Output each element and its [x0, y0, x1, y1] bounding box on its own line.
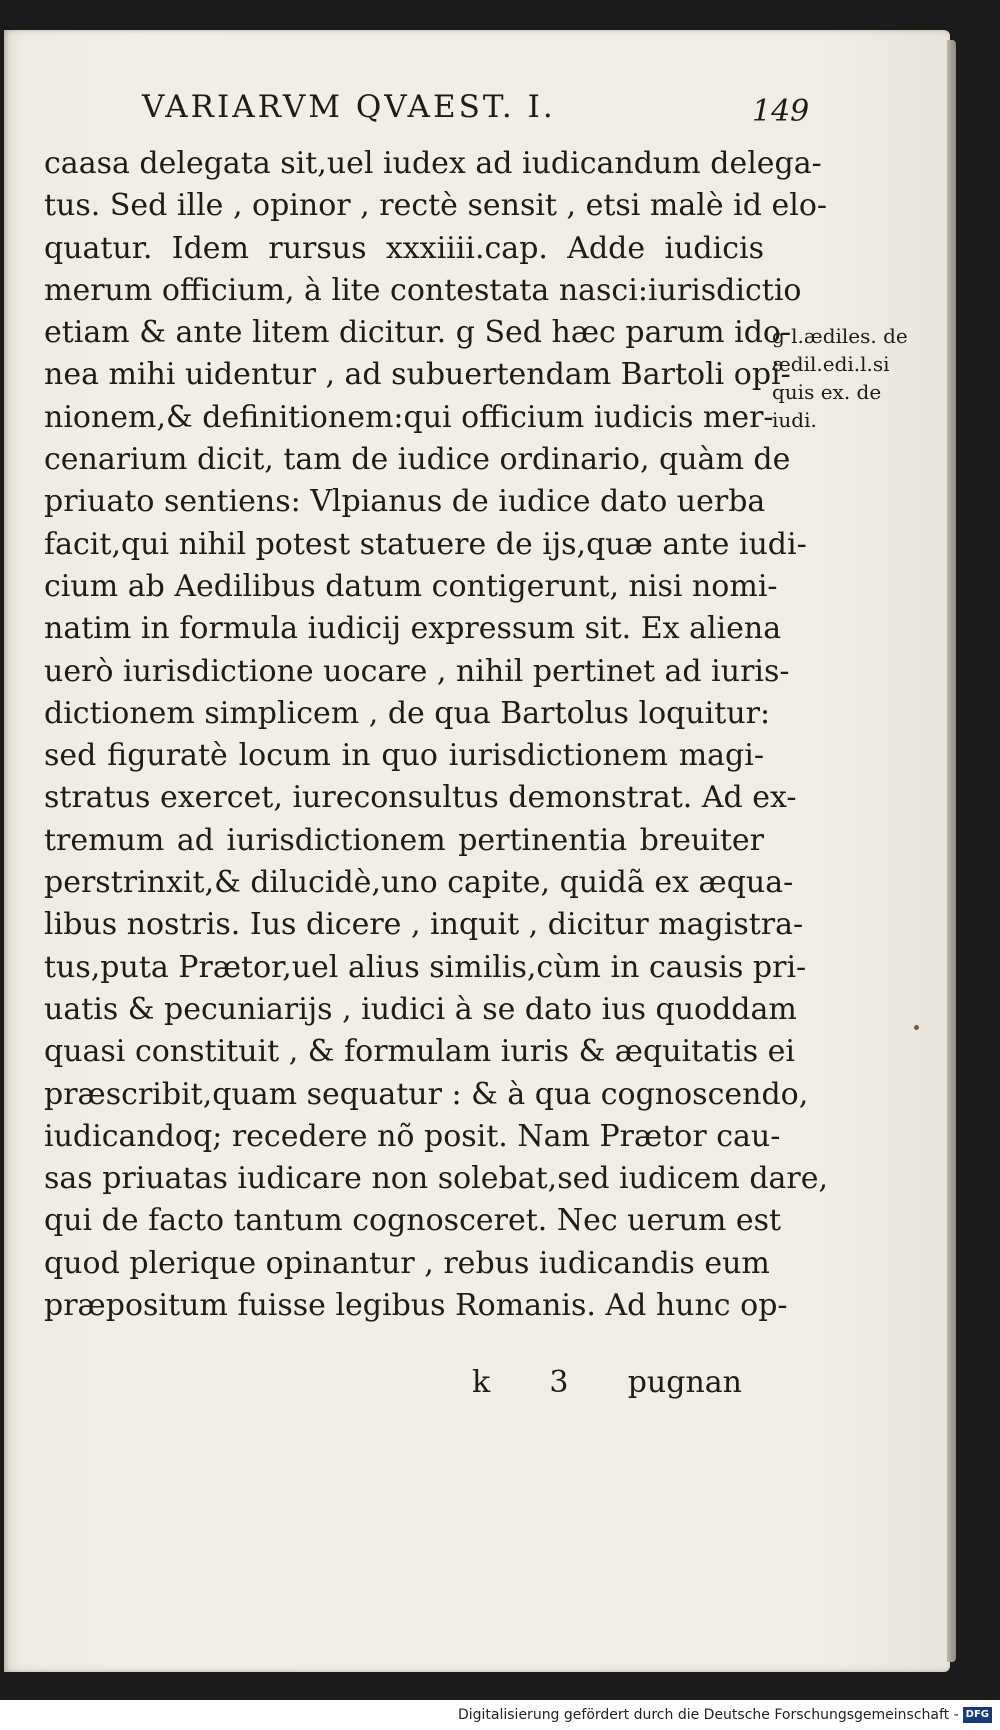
- body-line: sed figuratè locum in quo iurisdictionem magi-: [44, 738, 764, 774]
- body-line: quasi constituit , & formulam iuris & æquitatis ei: [44, 1034, 795, 1070]
- body-line: qui de facto tantum cognosceret. Nec uerum est: [44, 1203, 782, 1239]
- body-line: tremum ad iurisdictionem pertinentia breuiter: [44, 822, 764, 858]
- body-line: cenarium dicit, tam de iudice ordinario, quàm de: [44, 442, 791, 478]
- page-edge: [947, 40, 956, 1662]
- body-line: quod plerique opinantur , rebus iudicandis eum: [44, 1245, 770, 1281]
- ink-spot: [914, 1025, 919, 1030]
- body-line: natim in formula iudicij expressum sit. Ex aliena: [44, 611, 782, 647]
- body-line: facit,qui nihil potest statuere de ijs,quæ ante iudi-: [44, 526, 807, 562]
- marginal-note: [772, 322, 942, 434]
- body-line: tus. Sed ille , opinor , rectè sensit , etsi malè id elo-: [44, 188, 828, 224]
- body-line: dictionem simplicem , de qua Bartolus loquitur:: [44, 695, 771, 731]
- body-line: præscribit,quam sequatur : & à qua cognoscendo,: [44, 1076, 809, 1112]
- page-number: 149: [752, 94, 810, 129]
- body-line: quatur. Idem rursus xxxiiii.cap. Adde iudicis: [44, 230, 764, 266]
- marginal-note-line: quis ex. de: [772, 380, 882, 404]
- dfg-logo: DFG: [963, 1707, 992, 1723]
- body-line: caasa delegata sit,uel iudex ad iudicandum delega-: [44, 146, 822, 181]
- signature-number: 3: [549, 1365, 569, 1400]
- body-line: præpositum fuisse legibus Romanis. Ad hunc op-: [44, 1288, 788, 1324]
- marginal-note-line: ædil.edi.l.si: [772, 352, 890, 376]
- body-line: iudicandoq; recedere nõ posit. Nam Prætor cau-: [44, 1118, 781, 1154]
- marginal-note-line: g l.ædiles. de: [772, 324, 908, 348]
- signature-mark: k: [472, 1365, 491, 1400]
- marginal-note-line: iudi.: [772, 408, 817, 432]
- body-line: stratus exercet, iureconsultus demonstrat. Ad ex-: [44, 780, 797, 816]
- footer-bar: [0, 1700, 1000, 1730]
- signature-line: [472, 1365, 742, 1400]
- running-head: VARIARVM QVAEST. I.: [142, 89, 556, 125]
- body-line: tus,puta Prætor,uel alius similis,cùm in causis pri-: [44, 949, 807, 985]
- body-line: libus nostris. Ius dicere , inquit , dicitur magistra-: [44, 907, 804, 943]
- body-line: sas priuatas iudicare non solebat,sed iudicem dare,: [44, 1161, 829, 1197]
- body-line: cium ab Aedilibus datum contigerunt, nisi nomi-: [44, 568, 778, 604]
- body-line: etiam & ante litem dicitur. g Sed hæc parum ido-: [44, 315, 792, 351]
- body-line: nea mihi uidentur , ad subuertendam Bartoli opi-: [44, 357, 791, 393]
- body-line: priuato sentiens: Vlpianus de iudice dato uerba: [44, 484, 766, 520]
- body-line: nionem,& definitionem:qui officium iudicis mer-: [44, 399, 774, 435]
- funding-credit: Digitalisierung gefördert durch die Deutsche Forschungsgemeinschaft -: [457, 1707, 959, 1723]
- catchword: pugnan: [627, 1365, 742, 1400]
- body-line: uatis & pecuniarijs , iudici à se dato ius quoddam: [44, 991, 797, 1027]
- body-line: merum officium, à lite contestata nasci:iurisdictio: [44, 272, 802, 308]
- body-line: uerò iurisdictione uocare , nihil pertinet ad iuris-: [44, 653, 790, 689]
- body-line: perstrinxit,& dilucidè,uno capite, quidã ex æqua-: [44, 865, 794, 901]
